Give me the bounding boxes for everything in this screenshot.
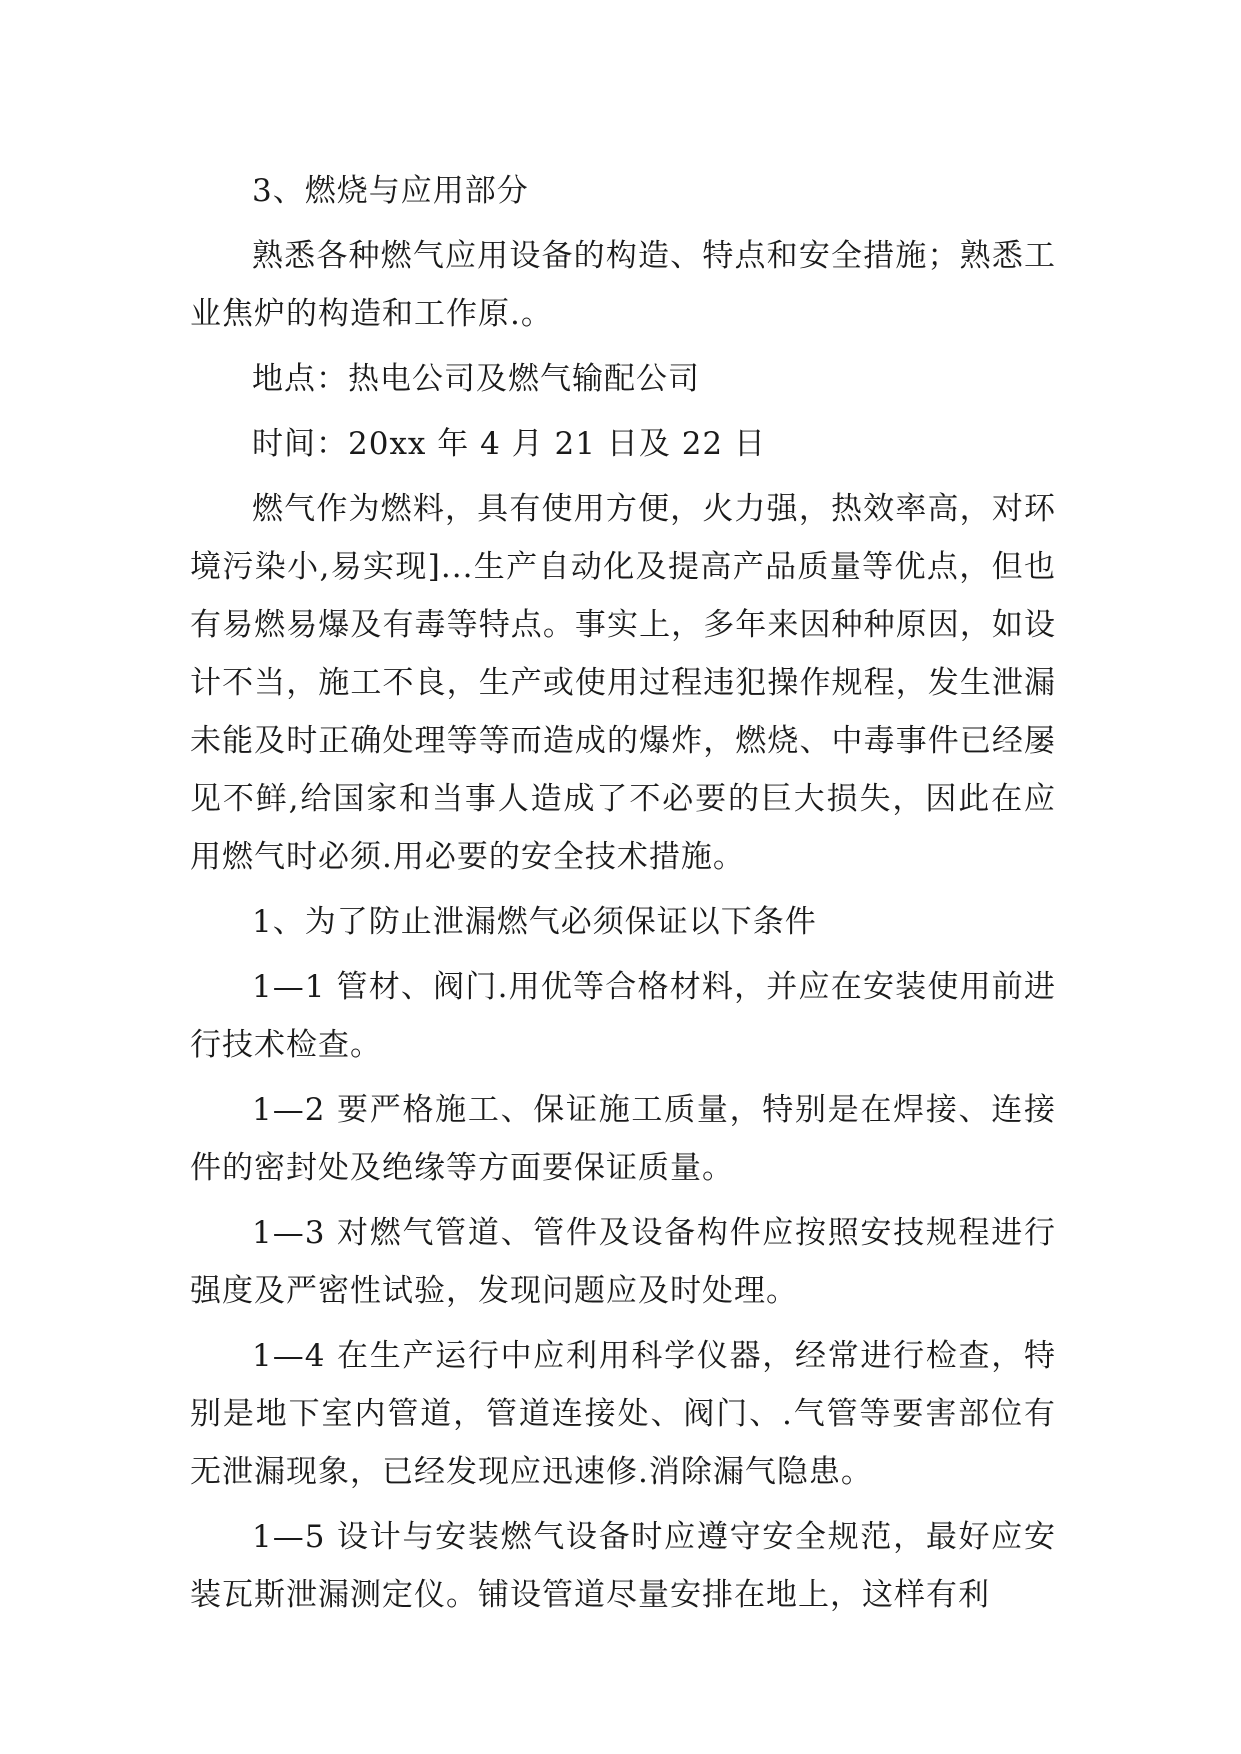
paragraph: 熟悉各种燃气应用设备的构造、特点和安全措施；熟悉工业焦炉的构造和工作原.。: [190, 238, 1056, 332]
list-item: 1—1 管材、阀门.用优等合格材料，并应在安装使用前进行技术检查。: [190, 969, 1056, 1063]
section-heading: 3、燃烧与应用部分: [252, 173, 529, 209]
list-item: 1—3 对燃气管道、管件及设备构件应按照安技规程进行强度及严密性试验，发现问题应及时处理。: [190, 1215, 1056, 1309]
subsection-heading: 1、为了防止泄漏燃气必须保证以下条件: [252, 904, 817, 940]
time-line: 时间：20xx 年 4 月 21 日及 22 日: [252, 426, 767, 462]
list-item: 1—2 要严格施工、保证施工质量，特别是在焊接、连接件的密封处及绝缘等方面要保证质量。: [190, 1092, 1056, 1186]
list-item: 1—5 设计与安装燃气设备时应遵守安全规范，最好应安装瓦斯泄漏测定仪。铺设管道尽量安排在地上，这样有利: [190, 1519, 1056, 1613]
paragraph: 燃气作为燃料，具有使用方便，火力强，热效率高，对环境污染小,易实现]...生产自动化及提高产品质量等优点，但也有易燃易爆及有毒等特点。事实上，多年来因种种原因，如设计不当，施工不良，生产或使用过程违犯操作规程，发生泄漏未能及时正确处理等等而造成的爆炸，燃烧、中毒事件已经屡见不鲜,给国家和当事人造成了不必要的巨大损失，因此在应用燃气时必须.用必要的安全技术措施。: [190, 491, 1056, 875]
location-line: 地点：热电公司及燃气输配公司: [252, 361, 700, 397]
list-item: 1—4 在生产运行中应利用科学仪器，经常进行检查，特别是地下室内管道，管道连接处、阀门、.气管等要害部位有无泄漏现象，已经发现应迅速修.消除漏气隐患。: [190, 1338, 1056, 1490]
document-body: [190, 162, 1056, 1631]
